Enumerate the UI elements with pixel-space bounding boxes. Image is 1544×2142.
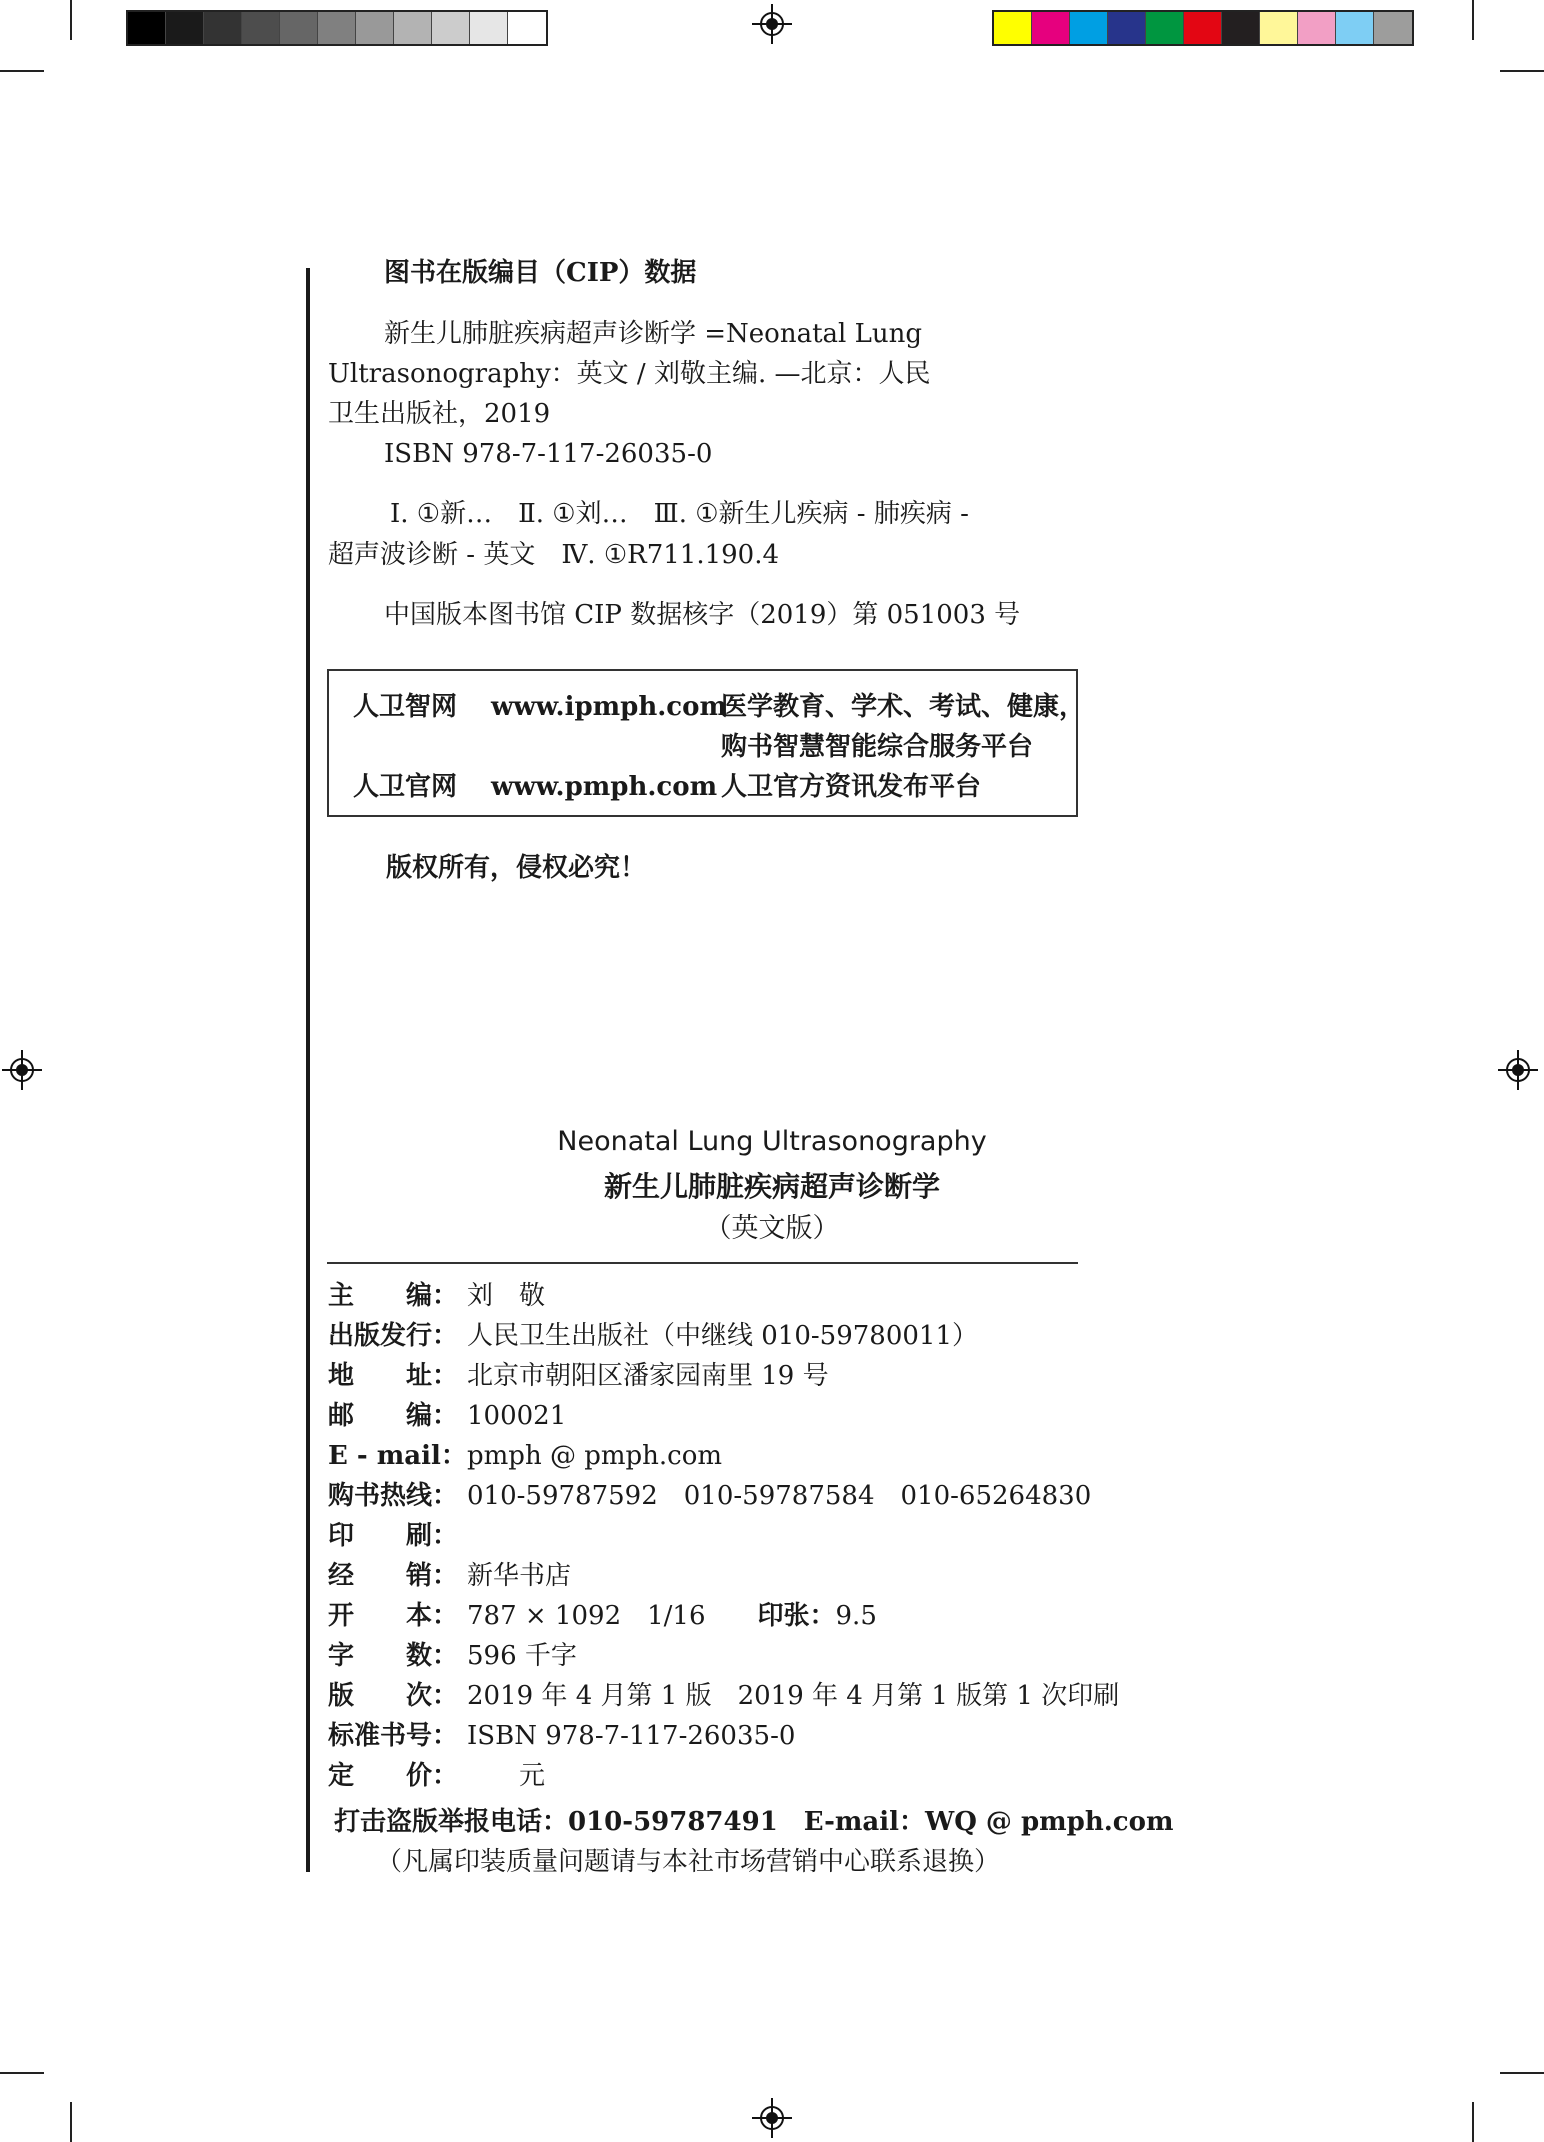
info-value: 刘 敬 — [467, 1281, 546, 1311]
gray-swatch — [394, 12, 432, 44]
site-description: 购书智慧智能综合服务平台 — [721, 732, 1034, 762]
gray-swatch — [432, 12, 470, 44]
color-swatch — [1260, 12, 1298, 44]
color-swatch — [1146, 12, 1184, 44]
color-swatch — [1298, 12, 1336, 44]
info-value: 北京市朝阳区潘家园南里 19 号 — [467, 1361, 829, 1391]
info-value: 元 — [467, 1761, 546, 1791]
info-label: 开 本： — [328, 1601, 459, 1631]
cip-line: Ultrasonography：英文 / 刘敬主编. —北京：人民 — [328, 359, 931, 389]
crop-mark — [70, 2102, 72, 2142]
info-label: 地 址： — [328, 1361, 459, 1391]
crop-mark — [1472, 0, 1474, 40]
sheets-value: 9.5 — [835, 1601, 877, 1631]
info-value: 596 千字 — [467, 1641, 577, 1671]
info-label: 主 编： — [328, 1281, 459, 1311]
info-label: 购书热线： — [328, 1481, 459, 1511]
site-url[interactable]: www.ipmph.com — [491, 692, 727, 722]
color-swatch — [1374, 12, 1412, 44]
color-swatch — [1184, 12, 1222, 44]
registration-mark-top-icon — [752, 4, 792, 44]
info-label: 定 价： — [328, 1761, 459, 1791]
info-value: 人民卫生出版社（中继线 010-59780011） — [467, 1321, 979, 1351]
cip-heading: 图书在版编目（CIP）数据 — [384, 258, 697, 288]
gray-swatch — [356, 12, 394, 44]
book-edition: （英文版） — [704, 1213, 840, 1244]
left-margin-rule — [306, 268, 310, 1872]
site-name: 人卫智网 — [353, 692, 458, 722]
cip-line: 中国版本图书馆 CIP 数据核字（2019）第 051003 号 — [384, 600, 1021, 630]
info-label: E - mail： — [328, 1441, 467, 1471]
site-url[interactable]: www.pmph.com — [491, 772, 718, 802]
gray-swatch — [166, 12, 204, 44]
book-title-english: Neonatal Lung Ultrasonography — [557, 1126, 987, 1157]
info-label: 版 次： — [328, 1681, 459, 1711]
info-label: 标准书号： — [328, 1721, 459, 1751]
crop-mark — [70, 0, 72, 40]
color-swatch — [1070, 12, 1108, 44]
crop-mark — [0, 2072, 44, 2074]
grayscale-bar — [126, 10, 548, 46]
info-value: 2019 年 4 月第 1 版 2019 年 4 月第 1 版第 1 次印刷 — [467, 1681, 1120, 1711]
info-label: 字 数： — [328, 1641, 459, 1671]
gray-swatch — [242, 12, 280, 44]
cip-line: 超声波诊断 - 英文 Ⅳ. ①R711.190.4 — [328, 540, 780, 570]
crop-mark — [0, 70, 44, 72]
copyright-notice: 版权所有，侵权必究！ — [386, 853, 647, 883]
quality-notice: （凡属印装质量问题请与本社市场营销中心联系退换） — [376, 1847, 1001, 1877]
site-description: 人卫官方资讯发布平台 — [721, 772, 982, 802]
info-value — [467, 1598, 877, 1634]
book-title-chinese: 新生儿肺脏疾病超声诊断学 — [603, 1170, 940, 1203]
gray-swatch — [280, 12, 318, 44]
color-swatch — [1108, 12, 1146, 44]
crop-mark — [1500, 70, 1544, 72]
divider — [327, 1262, 1078, 1264]
format-value: 787 × 1092 1/16 — [467, 1601, 758, 1631]
crop-mark — [1472, 2102, 1474, 2142]
registration-mark-right-icon — [1498, 1050, 1538, 1090]
registration-mark-bottom-icon — [752, 2098, 792, 2138]
gray-swatch — [470, 12, 508, 44]
color-swatch — [1336, 12, 1374, 44]
cip-line: 卫生出版社，2019 — [328, 399, 551, 429]
color-swatch — [1032, 12, 1070, 44]
color-bar — [992, 10, 1414, 46]
gray-swatch — [128, 12, 166, 44]
info-label: 印 刷： — [328, 1521, 459, 1551]
color-swatch — [1222, 12, 1260, 44]
gray-swatch — [508, 12, 546, 44]
cip-line: ISBN 978-7-117-26035-0 — [384, 439, 713, 469]
info-label: 出版发行： — [328, 1321, 459, 1351]
info-label: 邮 编： — [328, 1401, 459, 1431]
info-value: 010-59787592 010-59787584 010-65264830 — [467, 1481, 1092, 1511]
gray-swatch — [204, 12, 242, 44]
info-value: ISBN 978-7-117-26035-0 — [467, 1721, 796, 1751]
sheets-label: 印张： — [757, 1601, 836, 1631]
cip-line: 新生儿肺脏疾病超声诊断学 =Neonatal Lung — [384, 319, 923, 349]
color-swatch — [994, 12, 1032, 44]
info-value: 新华书店 — [467, 1561, 572, 1591]
info-value[interactable]: pmph @ pmph.com — [467, 1441, 723, 1471]
site-name: 人卫官网 — [353, 772, 458, 802]
website-box — [327, 669, 1086, 817]
gray-swatch — [318, 12, 356, 44]
crop-mark — [1500, 2072, 1544, 2074]
info-label: 经 销： — [328, 1561, 459, 1591]
registration-mark-left-icon — [2, 1050, 42, 1090]
anti-piracy-hotline: 打击盗版举报电话：010-59787491 E-mail：WQ @ pmph.com — [334, 1807, 1174, 1837]
info-value: 100021 — [467, 1401, 567, 1431]
cip-line: Ⅰ. ①新… Ⅱ. ①刘… Ⅲ. ①新生儿疾病 - 肺疾病 - — [390, 499, 969, 529]
site-description: 医学教育、学术、考试、健康， — [721, 692, 1086, 722]
